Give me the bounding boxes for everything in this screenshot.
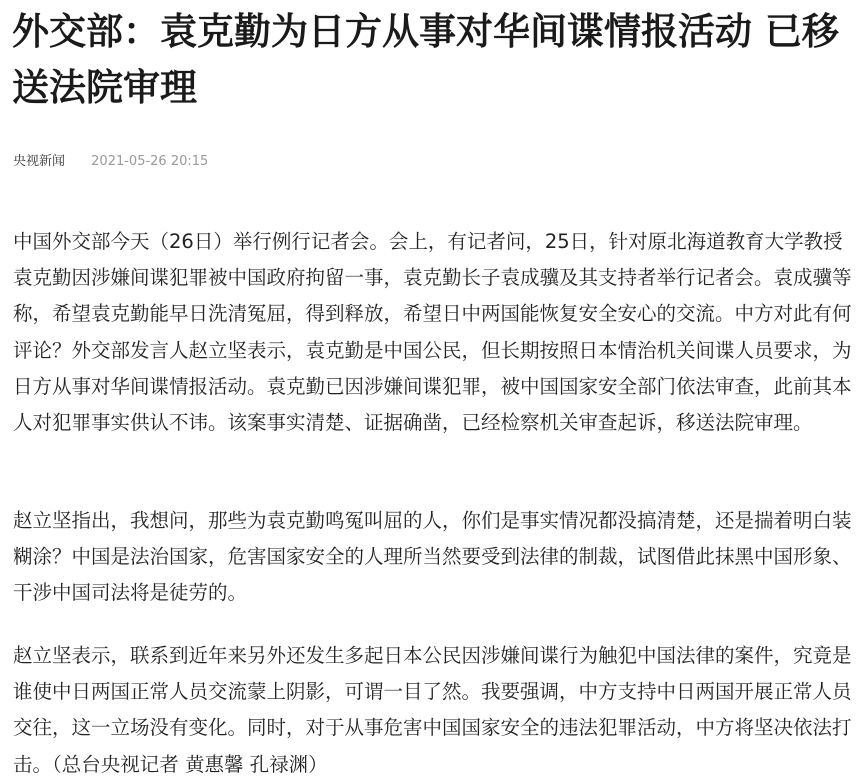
article-paragraph: 赵立坚指出，我想问，那些为袁克勤鸣冤叫屈的人，你们是事实情况都没搞清楚，还是揣着明白装糊涂？中国是法治国家，危害国家安全的人理所当然要受到法律的制裁，试图借此抹黑中国形象、干涉中国司法将是徒劳的。: [13, 509, 852, 605]
article-source[interactable]: 央视新闻: [13, 154, 66, 169]
article-paragraph: 中国外交部今天（26日）举行例行记者会。会上，有记者问，25日，针对原北海道教育大学教授袁克勤因涉嫌间谍犯罪被中国政府拘留一事，袁克勤长子袁成骥及其支持者举行记者会。袁成骥等称，希望袁克勤能早日洗清冤屈，得到释放，希望日中两国能恢复安全安心的交流。中方对此有何评论？外交部发言人赵立坚表示，袁克勤是中国公民，但长期按照日本情治机关间谍人员要求，为日方从事对华间谍情报活动。袁克勤已因涉嫌间谍犯罪，被中国国家安全部门依法审查，此前其本人对犯罪事实供认不讳。该案事实清楚、证据确凿，已经检察机关审查起诉，移送法院审理。: [13, 230, 852, 435]
article-meta: [13, 152, 208, 172]
article-paragraph: 赵立坚表示，联系到近年来另外还发生多起日本公民因涉嫌间谍行为触犯中国法律的案件，究竟是谁使中日两国正常人员交流蒙上阴影，可谓一目了然。我要强调，中方支持中日两国开展正常人员交往，这一立场没有变化。同时，对于从事危害中国国家安全的违法犯罪活动，中方将坚决依法打击。（总台央视记者 黄惠馨 孔禄渊）: [13, 644, 852, 776]
article-timestamp: 2021-05-26 20:15: [91, 154, 209, 169]
article-title: 外交部：袁克勤为日方从事对华间谍情报活动 已移送法院审理: [12, 10, 839, 109]
